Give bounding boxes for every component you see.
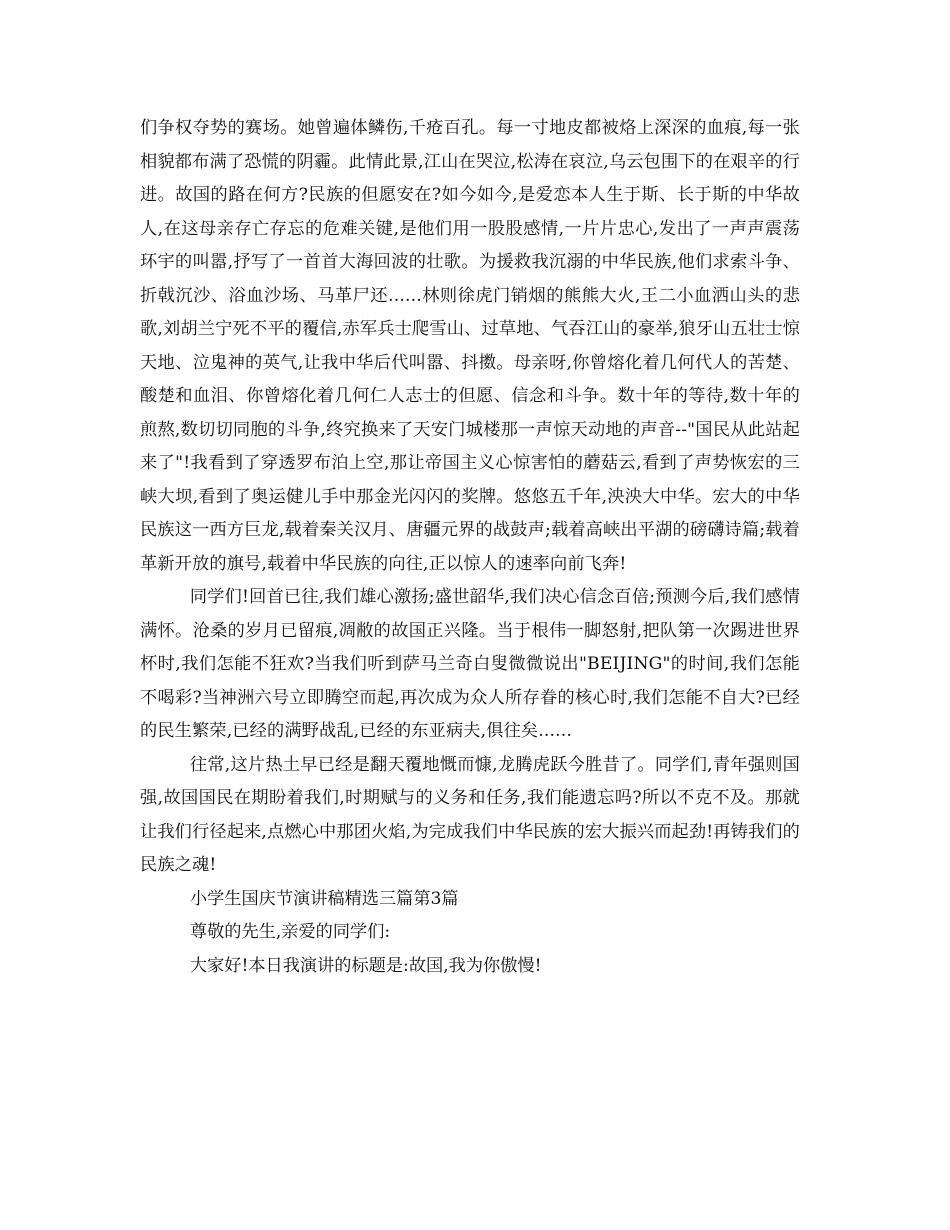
paragraph-2: 同学们!回首已往,我们雄心激扬;盛世韶华,我们决心信念百倍;预测今后,我们感情满怀。沧桑的岁月已留痕,凋敝的故国正兴隆。当于根伟一脚怒射,把队第一次踢进世界杯时,我们怎能不狂欢?当我们听到萨马兰奇白叟微微说出"BEIJING"的时间,我们怎能不喝彩?当神洲六号立即腾空而起,再次成为众人所存眷的核心时,我们怎能不自大?已经的民生繁荣,已经的满野战乱,已经的东亚病夫,俱往矣...... — [140, 587, 801, 741]
paragraph-3: 往常,这片热土早已经是翻天覆地慨而慷,龙腾虎跃今胜昔了。同学们,青年强则国强,故国国民在期盼着我们,时期赋与的义务和任务,我们能遗忘吗?所以不克不及。那就让我们行径起来,点燃心中那团火焰,为完成我们中华民族的宏大振兴而起劲!再铸我们的民族之魂! — [140, 754, 800, 875]
section-heading: 小学生国庆节演讲稿精选三篇第3篇 — [189, 888, 459, 909]
opening-line: 大家好!本日我演讲的标题是:故国,我为你傲慢! — [189, 955, 542, 976]
salutation: 尊敬的先生,亲爱的同学们: — [189, 922, 391, 942]
paragraph-1: 们争权夺势的赛场。她曾遍体鳞伤,千疮百孔。每一寸地皮都被烙上深深的血痕,每一张相貌都布满了恐慌的阴霾。此情此景,江山在哭泣,松涛在哀泣,乌云包围下的在艰辛的行进。故国的路在何方?民族的但愿安在?如今如今,是爱恋本人生于斯、长于斯的中华故人,在这母亲存亡存忘的危难关键,是他们用一股股感情,一片片忠心,发出了一声声震荡环宇的叫嚣,抒写了一首首大海回波的壮歌。为援救我沉溺的中华民族,他们求索斗争、折戟沉沙、浴血沙场、马革尸还......林则徐虎门销烟的熊熊大火,王二小血洒山头的悲歌,刘胡兰宁死不平的覆信,赤军兵士爬雪山、过草地、气吞江山的豪举,狼牙山五壮士惊天地、泣鬼神的英气,让我中华后代叫嚣、抖擞。母亲呀,你曾熔化着几何代人的苦楚、酸楚和血泪、你曾熔化着几何仁人志士的但愿、信念和斗争。数十年的等待,数十年的煎熬,数切切同胞的斗争,终究换来了天安门城楼那一声惊天动地的声音--"国民从此站起来了"!我看到了穿透罗布泊上空,那让帝国主义心惊害怕的蘑菇云,看到了声势恢宏的三峡大坝,看到了奥运健儿手中那金光闪闪的奖牌。悠悠五千年,泱泱大中华。宏大的中华民族这一西方巨龙,载着秦关汉月、唐疆元界的战鼓声;载着高峡出平湖的磅礴诗篇;载着革新开放的旗号,载着中华民族的向往,正以惊人的速率向前飞奔! — [140, 118, 800, 574]
document-body — [140, 112, 800, 983]
